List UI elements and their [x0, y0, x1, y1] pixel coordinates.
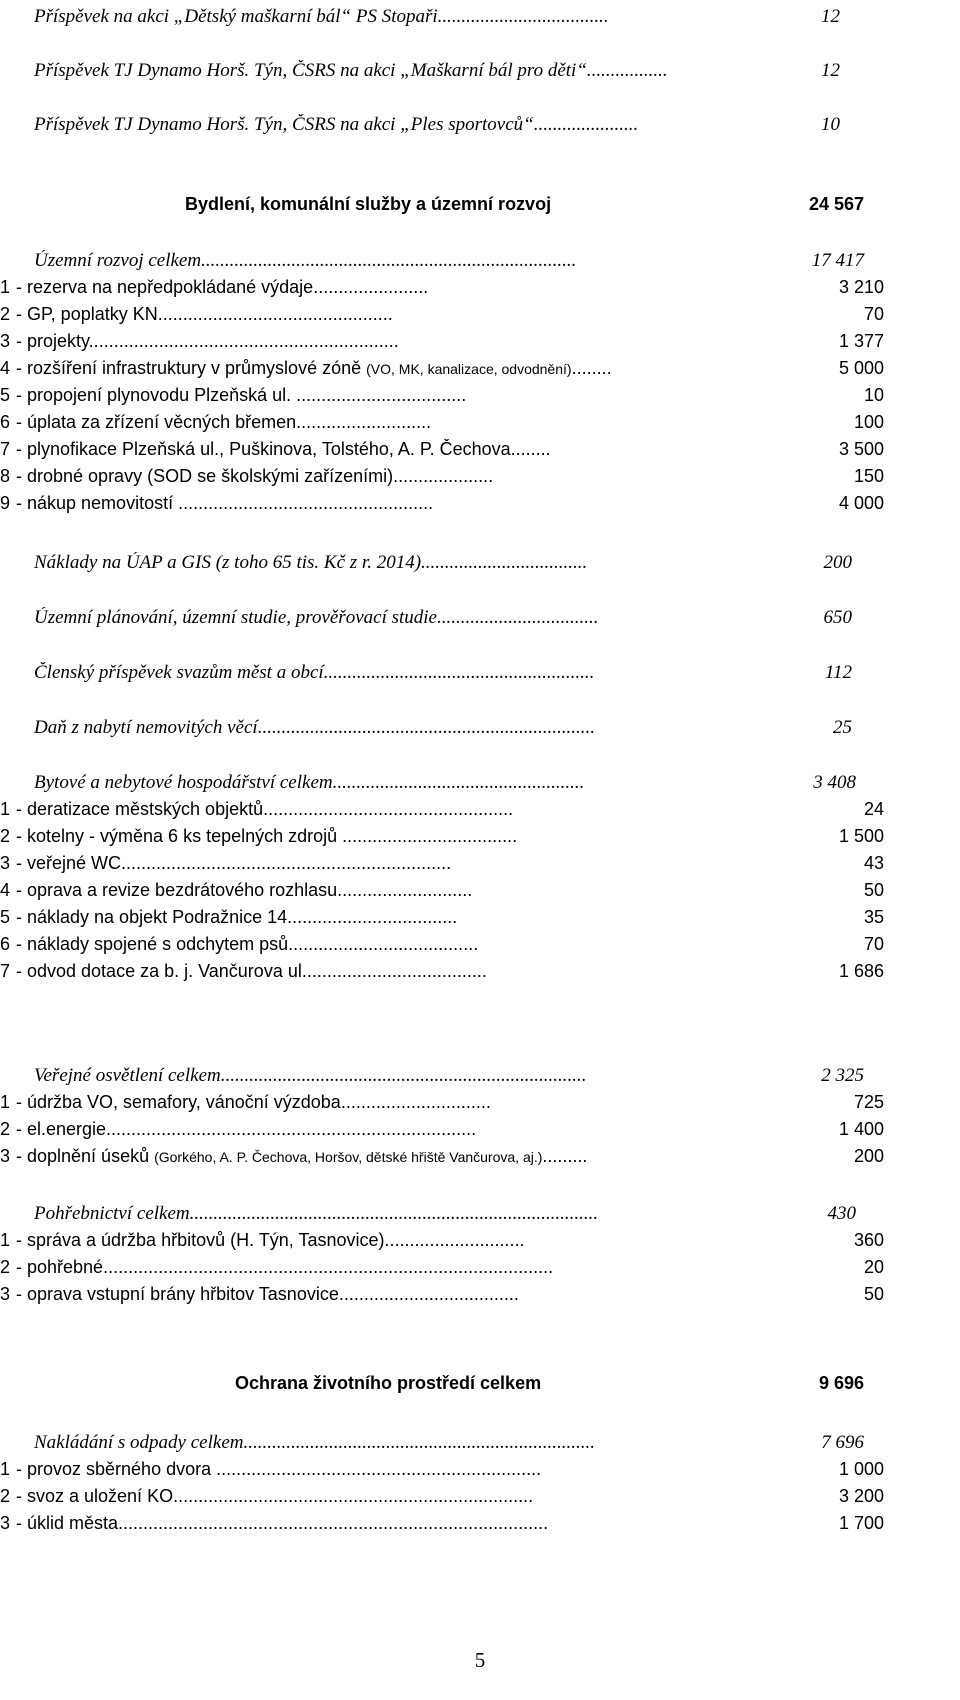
item-number: 6 — [0, 934, 11, 954]
item-text: - oprava a revize bezdrátového rozhlasu........................... — [16, 880, 473, 900]
item-value: 10 — [863, 385, 884, 405]
item-value: 1 700 — [838, 1513, 884, 1533]
item-number: 1 — [0, 799, 11, 819]
heading-text: Ochrana životního prostředí celkem — [235, 1373, 542, 1393]
item-line — [0, 1507, 960, 1539]
item-value: 360 — [853, 1230, 884, 1250]
item-value: 150 — [853, 466, 884, 486]
item-number: 3 — [0, 1146, 11, 1166]
item-value: 1 500 — [838, 826, 884, 846]
group-line — [0, 656, 960, 688]
heading-text: Bydlení, komunální služby a územní rozvoj — [185, 194, 552, 214]
item-value: 43 — [863, 853, 884, 873]
heading-value: 9 696 — [818, 1373, 864, 1393]
item-number: 2 — [0, 1486, 11, 1506]
item-value: 100 — [853, 412, 884, 432]
item-text: - plynofikace Plzeňská ul., Puškinova, Tolstého, A. P. Čechova........ — [16, 439, 551, 459]
item-text: - úplata za zřízení věcných břemen........................... — [16, 412, 432, 432]
item-number: 9 — [0, 493, 11, 513]
group-value: 2 325 — [821, 1065, 864, 1086]
item-text: - kotelny - výměna 6 ks tepelných zdrojů ................................... — [16, 826, 518, 846]
item-text-note: (Gorkého, A. P. Čechova, Horšov, dětské hřiště Vančurova, aj.) — [154, 1149, 543, 1165]
item-text: - el.energie.......................................................................... — [16, 1119, 477, 1139]
item-value: 1 000 — [838, 1459, 884, 1479]
item-text: - náklady na objekt Podražnice 14.................................. — [16, 907, 458, 927]
group-text: Bytové a nebytové hospodářství celkem..................................................... — [34, 772, 585, 793]
item-line — [0, 955, 960, 987]
contribution-line — [0, 54, 960, 86]
item-text — [16, 1146, 782, 1167]
group-line — [0, 711, 960, 743]
group-value: 7 696 — [821, 1432, 864, 1453]
item-number: 3 — [0, 1284, 11, 1304]
item-number: 5 — [0, 385, 11, 405]
group-value: 112 — [824, 662, 852, 683]
item-value: 4 000 — [838, 493, 884, 513]
item-text-main: - rozšíření infrastruktury v průmyslové zóně — [16, 358, 367, 378]
heading-value: 24 567 — [808, 194, 864, 214]
line-value: 12 — [821, 6, 840, 27]
item-number: 8 — [0, 466, 11, 486]
item-number: 2 — [0, 826, 11, 846]
item-number: 4 — [0, 358, 11, 378]
group-line — [0, 601, 960, 633]
item-text-note: (VO, MK, kanalizace, odvodnění) — [366, 361, 572, 377]
item-value: 3 500 — [838, 439, 884, 459]
contribution-line — [0, 108, 960, 140]
item-number: 3 — [0, 331, 11, 351]
item-value: 1 377 — [838, 331, 884, 351]
group-value: 3 408 — [813, 772, 856, 793]
item-text: - oprava vstupní brány hřbitov Tasnovice.................................... — [16, 1284, 519, 1304]
contribution-line — [0, 0, 960, 32]
line-value: 10 — [821, 114, 840, 135]
item-value: 1 686 — [838, 961, 884, 981]
item-text: - drobné opravy (SOD se školskými zařízeními).................... — [16, 466, 494, 486]
group-value: 430 — [827, 1203, 856, 1224]
item-value: 1 400 — [838, 1119, 884, 1139]
item-text: - GP, poplatky KN............................................... — [16, 304, 393, 324]
item-text: - nákup nemovitostí ................................................... — [16, 493, 434, 513]
item-text: - správa a údržba hřbitovů (H. Týn, Tasnovice)............................ — [16, 1230, 525, 1250]
group-value: 25 — [833, 717, 852, 738]
group-text: Nakládání s odpady celkem.......................................................................... — [34, 1432, 595, 1453]
item-number: 1 — [0, 1092, 11, 1112]
item-number: 2 — [0, 1119, 11, 1139]
item-text-leader: ......... — [542, 1146, 588, 1166]
group-value: 200 — [823, 552, 852, 573]
item-text: - náklady spojené s odchytem psů...................................... — [16, 934, 479, 954]
item-line — [0, 1278, 960, 1310]
item-line — [0, 487, 960, 519]
item-number: 1 — [0, 1230, 11, 1250]
group-text: Náklady na ÚAP a GIS (z toho 65 tis. Kč z r. 2014)................................... — [34, 552, 588, 573]
item-number: 3 — [0, 1513, 11, 1533]
group-value: 650 — [823, 607, 852, 628]
item-text: - údržba VO, semafory, vánoční výzdoba.............................. — [16, 1092, 491, 1112]
item-value: 50 — [863, 880, 884, 900]
item-value: 3 200 — [838, 1486, 884, 1506]
item-text: - úklid města...................................................................................... — [16, 1513, 549, 1533]
item-text: - svoz a uložení KO........................................................................ — [16, 1486, 534, 1506]
item-value: 725 — [853, 1092, 884, 1112]
group-text: Veřejné osvětlení celkem............................................................................. — [34, 1065, 587, 1086]
group-line — [0, 546, 960, 578]
item-number: 1 — [0, 277, 11, 297]
line-text: Příspěvek na akci „Dětský maškarní bál“ PS Stopaři.................................... — [34, 6, 609, 27]
group-text: Územní rozvoj celkem............................................................................... — [34, 250, 577, 271]
page-number: 5 — [474, 1648, 486, 1672]
section-heading — [0, 1367, 960, 1399]
item-value: 50 — [863, 1284, 884, 1304]
item-text: - rezerva na nepředpokládané výdaje....................... — [16, 277, 429, 297]
line-text: Příspěvek TJ Dynamo Horš. Týn, ČSRS na akci „Maškarní bál pro děti“................. — [34, 60, 668, 81]
item-number: 7 — [0, 961, 11, 981]
item-value: 24 — [863, 799, 884, 819]
item-number: 6 — [0, 412, 11, 432]
item-text: - provoz sběrného dvora ................................................................. — [16, 1459, 542, 1479]
section-heading — [0, 188, 960, 220]
item-value: 5 000 — [838, 358, 884, 378]
group-text: Územní plánování, územní studie, prověřovací studie.................................. — [34, 607, 599, 628]
item-number: 2 — [0, 1257, 11, 1277]
group-text: Pohřebnictví celkem...................................................................................... — [34, 1203, 599, 1224]
item-text-main: - doplnění úseků — [16, 1146, 155, 1166]
item-value: 35 — [863, 907, 884, 927]
item-value: 70 — [863, 934, 884, 954]
item-text: - odvod dotace za b. j. Vančurova ul..................................... — [16, 961, 487, 981]
item-text: - projekty.............................................................. — [16, 331, 399, 351]
item-text: - veřejné WC.................................................................. — [16, 853, 452, 873]
item-number: 1 — [0, 1459, 11, 1479]
item-number: 3 — [0, 853, 11, 873]
item-line — [0, 1140, 960, 1172]
item-text: - propojení plynovodu Plzeňská ul. .................................. — [16, 385, 467, 405]
item-number: 2 — [0, 304, 11, 324]
line-value: 12 — [821, 60, 840, 81]
group-text: Daň z nabytí nemovitých věcí....................................................................... — [34, 717, 595, 738]
item-number: 7 — [0, 439, 11, 459]
line-text: Příspěvek TJ Dynamo Horš. Týn, ČSRS na akci „Ples sportovců“...................... — [34, 114, 639, 135]
item-text — [16, 358, 782, 379]
item-text-leader: ........ — [571, 358, 612, 378]
item-value: 200 — [853, 1146, 884, 1166]
item-value: 3 210 — [838, 277, 884, 297]
item-number: 4 — [0, 880, 11, 900]
group-text: Členský příspěvek svazům měst a obcí......................................................... — [34, 662, 595, 683]
item-text: - deratizace městských objektů.................................................. — [16, 799, 514, 819]
item-text: - pohřebné.......................................................................................... — [16, 1257, 554, 1277]
group-value: 17 417 — [811, 250, 864, 271]
item-value: 20 — [863, 1257, 884, 1277]
item-value: 70 — [863, 304, 884, 324]
item-number: 5 — [0, 907, 11, 927]
